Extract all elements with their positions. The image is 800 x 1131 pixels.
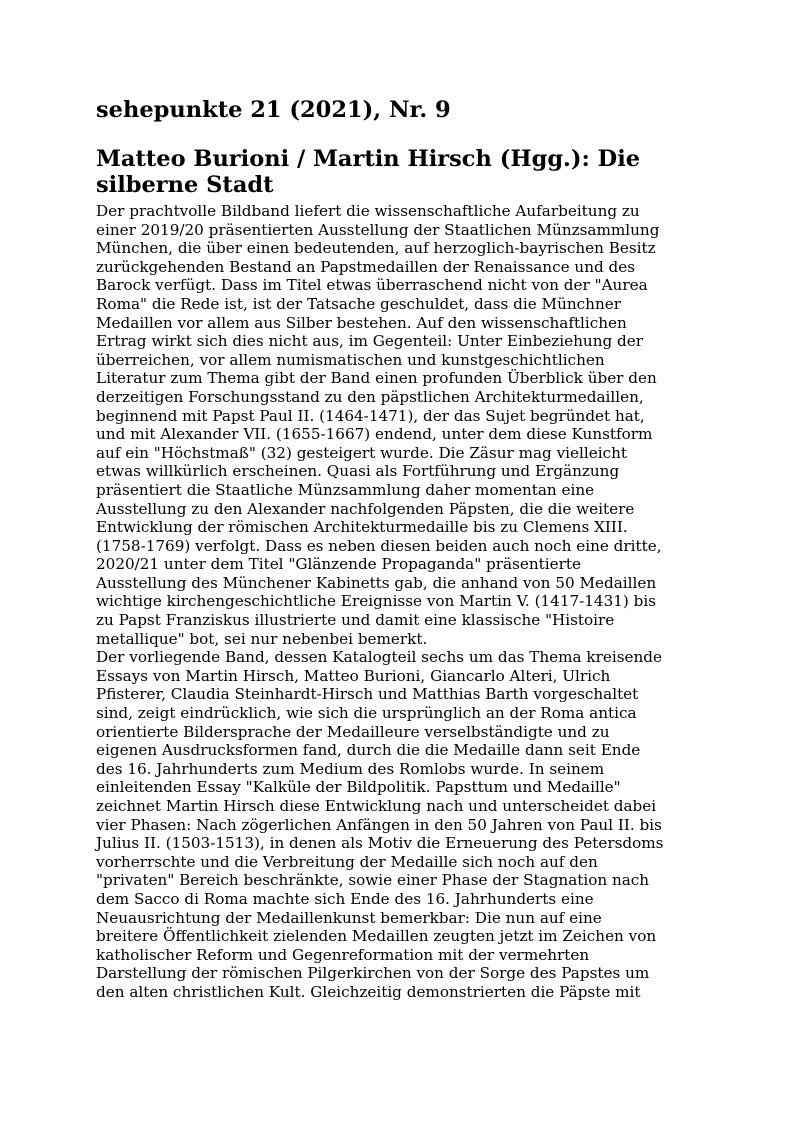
body-text-line: auf ein "Höchstmaß" (32) gesteigert wurde. Die Zäsur mag vielleicht (96, 443, 627, 462)
body-text-line: des 16. Jahrhunderts zum Medium des Romlobs wurde. In seinem (96, 759, 605, 778)
body-text-line: dem Sacco di Roma machte sich Ende des 16. Jahrhunderts eine (96, 889, 594, 908)
body-text-line: orientierte Bildersprache der Medailleure verselbständigte und zu (96, 722, 610, 741)
body-text-line: breitere Öffentlichkeit zielenden Medaillen zeugten jetzt im Zeichen von (96, 927, 657, 946)
review-title-line: silberne Stadt (96, 172, 274, 198)
body-text-line: Julius II. (1503-1513), in denen als Motiv die Erneuerung des Petersdoms (96, 834, 664, 853)
body-text-line: den alten christlichen Kult. Gleichzeitig demonstrierten die Päpste mit (96, 982, 641, 1001)
body-text-line: "privaten" Bereich beschränkte, sowie einer Phase der Stagnation nach (96, 871, 650, 890)
body-text-line: Medaillen vor allem aus Silber bestehen. Auf den wissenschaftlichen (96, 313, 627, 332)
body-text-line: Entwicklung der römischen Architekturmedaille bis zu Clemens XIII. (96, 518, 628, 537)
body-text-line: Darstellung der römischen Pilgerkirchen von der Sorge des Papstes um (96, 964, 650, 983)
body-text-line: einer 2019/20 präsentierten Ausstellung der Staatlichen Münzsammlung (96, 220, 660, 239)
body-text-line: Essays von Martin Hirsch, Matteo Burioni, Giancarlo Alteri, Ulrich (96, 666, 611, 685)
body-text-line: wichtige kirchengeschichtliche Ereignisse von Martin V. (1417-1431) bis (96, 592, 657, 611)
body-text-line: München, die über einen bedeutenden, auf herzoglich-bayrischen Besitz (96, 239, 656, 258)
body-text-line: zeichnet Martin Hirsch diese Entwicklung nach und unterscheidet dabei (96, 797, 657, 815)
body-text-line: etwas willkürlich erscheinen. Quasi als Fortführung und Ergänzung (96, 462, 620, 481)
body-text-line: (1758-1769) verfolgt. Dass es neben diesen beiden auch noch eine dritte, (96, 536, 662, 555)
body-text-line: Der prachtvolle Bildband liefert die wissenschaftliche Aufarbeitung zu (96, 202, 640, 220)
body-text-line: beginnend mit Papst Paul II. (1464-1471), der das Sujet begründet hat, (96, 406, 645, 425)
body-text-line: sind, zeigt eindrücklich, wie sich die ursprünglich an der Roma antica (96, 704, 637, 723)
body-text-line: einleitenden Essay "Kalküle der Bildpolitik. Papsttum und Medaille" (96, 778, 621, 797)
body-text-line: katholischer Reform und Gegenreformation mit der vermehrten (96, 945, 590, 964)
body-text-line: Ertrag wirkt sich dies nicht aus, im Gegenteil: Unter Einbeziehung der (96, 332, 644, 351)
body-text-line: Der vorliegende Band, dessen Katalogteil sechs um das Thema kreisende (96, 648, 663, 667)
review-body (96, 202, 716, 1002)
review-title (96, 146, 716, 198)
body-text-line: Neuausrichtung der Medaillenkunst bemerkbar: Die nun auf eine (96, 908, 602, 927)
body-text-line: Barock verfügt. Dass im Titel etwas überraschend nicht von der "Aurea (96, 276, 648, 295)
body-text-line: Ausstellung zu den Alexander nachfolgenden Päpsten, die die weitere (96, 499, 635, 518)
review-title-line: Matteo Burioni / Martin Hirsch (Hgg.): Die (96, 146, 641, 172)
body-text-line: Roma" die Rede ist, ist der Tatsache geschuldet, dass die Münchner (96, 294, 621, 313)
body-text-line: und mit Alexander VII. (1655-1667) endend, unter dem diese Kunstform (96, 425, 653, 444)
body-text-line: 2020/21 unter dem Titel "Glänzende Propaganda" präsentierte (96, 555, 581, 574)
body-text-line: überreichen, vor allem numismatischen und kunstgeschichtlichen (96, 350, 605, 369)
body-text-line: zu Papst Franziskus illustrierte und damit eine klassische "Histoire (96, 611, 615, 630)
journal-header: sehepunkte 21 (2021), Nr. 9 (96, 97, 451, 123)
document-page (96, 94, 716, 1002)
body-text-line: präsentiert die Staatliche Münzsammlung daher momentan eine (96, 480, 595, 499)
body-text-line: zurückgehenden Bestand an Papstmedaillen der Renaissance und des (96, 257, 636, 276)
body-text-line: Pfisterer, Claudia Steinhardt-Hirsch und Matthias Barth vorgeschaltet (96, 685, 639, 704)
body-text-line: vorherrschte und die Verbreitung der Medaille sich noch auf den (96, 852, 598, 871)
body-text-line: metallique" bot, sei nur nebenbei bemerkt. (96, 629, 428, 648)
body-text-line: vier Phasen: Nach zögerlichen Anfängen in den 50 Jahren von Paul II. bis (96, 815, 662, 834)
body-text-line: eigenen Ausdrucksformen fand, durch die die Medaille dann seit Ende (96, 741, 641, 760)
body-text-line: Ausstellung des Münchener Kabinetts gab, die anhand von 50 Medaillen (96, 573, 657, 592)
body-text-line: Literatur zum Thema gibt der Band einen profunden Überblick über den (96, 369, 657, 388)
body-text-line: derzeitigen Forschungsstand zu den päpstlichen Architekturmedaillen, (96, 387, 644, 406)
